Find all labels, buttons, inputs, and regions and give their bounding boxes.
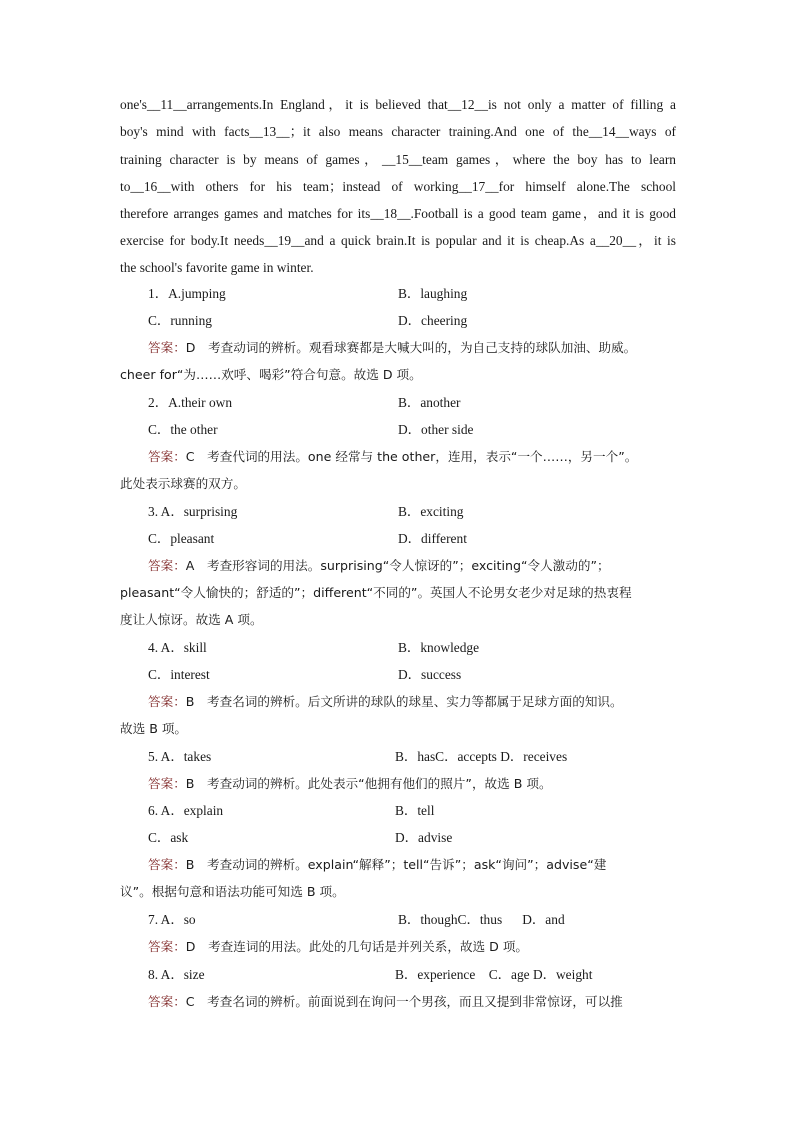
answer-line: pleasant“令人愉快的；舒适的”；different“不同的”。英国人不论男女老少对足球的热衷程 xyxy=(120,585,632,600)
option-a: 4. A．skill xyxy=(148,640,207,655)
text: training character is by means of games， xyxy=(120,152,382,167)
text: for himself alone.The school xyxy=(498,179,676,194)
answer-line xyxy=(148,448,676,466)
blank-16: __16__ xyxy=(130,179,171,194)
option-a: 3. A．surprising xyxy=(148,504,238,519)
text: ，it is xyxy=(636,233,676,248)
answer-label: 答案： xyxy=(148,776,186,791)
option-a: 1．A.jumping xyxy=(148,286,226,301)
blank-17: __17__ xyxy=(458,179,499,194)
option-d: D．different xyxy=(398,531,467,546)
answer-line xyxy=(148,775,676,793)
answer-line: 度让人惊讶。故选 A 项。 xyxy=(120,612,263,627)
answer-text: B 考查动词的辨析。此处表示“他拥有他们的照片”，故选 B 项。 xyxy=(185,776,552,791)
text: boy's mind with facts xyxy=(120,124,250,139)
answer-line: 此处表示球赛的双方。 xyxy=(120,476,246,491)
blank-20: __20__ xyxy=(595,233,637,248)
option-d: D．advise xyxy=(395,830,453,845)
answer-label: 答案： xyxy=(148,340,186,355)
answer-line xyxy=(148,993,676,1011)
option-d: D．success xyxy=(398,667,462,682)
answer-text: B 考查动词的辨析。explain“解释”；tell“告诉”；ask“询问”；advise“建 xyxy=(185,857,607,872)
text: and a quick brain.It is popular and it is cheap.As a xyxy=(304,233,596,248)
text: .Football is a good team game，and it is good xyxy=(410,206,677,221)
answer-label: 答案： xyxy=(148,694,186,709)
answer-text: B 考查名词的辨析。后文所讲的球队的球星、实力等都属于足球方面的知识。 xyxy=(185,694,623,709)
answer-line: cheer for“为……欢呼、喝彩”符合句意。故选 D 项。 xyxy=(120,367,422,382)
answer-text: A 考查形容词的用法。surprising“令人惊讶的”；exciting“令人激动的”； xyxy=(185,558,610,573)
answer-label: 答案： xyxy=(148,857,186,872)
answer-text: C 考查名词的辨析。前面说到在询问一个男孩，而且又提到非常惊讶，可以推 xyxy=(185,994,623,1009)
answer-label: 答案： xyxy=(148,558,186,573)
option-c: C．pleasant xyxy=(148,531,215,546)
text: team games，where the boy has to learn xyxy=(422,152,676,167)
option-a: 5. A．takes xyxy=(148,749,212,764)
option-a: 7. A．so xyxy=(148,912,196,927)
blank-18: __18__ xyxy=(370,206,411,221)
answer-line: 故选 B 项。 xyxy=(120,721,188,736)
text: therefore arranges games and matches for its xyxy=(120,206,371,221)
blank-13: __13__ xyxy=(249,124,290,139)
option-c: C．interest xyxy=(148,667,210,682)
text: to xyxy=(120,179,131,194)
text: with others for his team；instead of working xyxy=(170,179,459,194)
option-b: B．another xyxy=(398,395,461,410)
option-a: 2．A.their own xyxy=(148,395,233,410)
text: one's xyxy=(120,97,147,112)
option-b: B．exciting xyxy=(398,504,464,519)
text: ways of xyxy=(628,124,676,139)
options-bcd: B．thoughC．thus D．and xyxy=(398,912,565,927)
blank-15: __15__ xyxy=(382,152,423,167)
passage-line xyxy=(120,123,676,141)
option-b: B．laughing xyxy=(398,286,468,301)
option-d: D．other side xyxy=(398,422,474,437)
blank-19: __19__ xyxy=(264,233,305,248)
passage-line xyxy=(120,96,676,114)
passage-line xyxy=(120,205,676,223)
text: ；it also means character training.And one of the xyxy=(289,124,589,139)
option-a: 8. A．size xyxy=(148,967,205,982)
passage-line: the school's favorite game in winter. xyxy=(120,260,314,275)
passage-line xyxy=(120,178,676,196)
answer-label: 答案： xyxy=(148,939,186,954)
option-c: C．ask xyxy=(148,830,189,845)
passage-line xyxy=(120,151,676,169)
text: is not only a matter of filling a xyxy=(487,97,676,112)
option-b: B．tell xyxy=(395,803,435,818)
answer-line xyxy=(148,693,676,711)
blank-12: __12__ xyxy=(447,97,488,112)
answer-line xyxy=(148,938,676,956)
option-d: D．cheering xyxy=(398,313,468,328)
option-c: C．running xyxy=(148,313,212,328)
option-b: B．knowledge xyxy=(398,640,480,655)
options-bcd: B．hasC．accepts D．receives xyxy=(395,749,568,764)
text: arrangements.In England，it is believed that xyxy=(186,97,448,112)
answer-text: D 考查连词的用法。此处的几句话是并列关系，故选 D 项。 xyxy=(185,939,529,954)
answer-label: 答案： xyxy=(148,449,186,464)
passage-line xyxy=(120,232,676,250)
answer-line xyxy=(148,557,676,575)
option-c: C．the other xyxy=(148,422,218,437)
answer-label: 答案： xyxy=(148,994,186,1009)
option-a: 6. A．explain xyxy=(148,803,224,818)
text: exercise for body.It needs xyxy=(120,233,265,248)
answer-line xyxy=(148,339,676,357)
answer-text: C 考查代词的用法。one 经常与 the other，连用，表示“一个……，另一个”。 xyxy=(185,449,638,464)
options-bcd: B．experience C．age D．weight xyxy=(395,967,593,982)
answer-line: 议”。根据句意和语法功能可知选 B 项。 xyxy=(120,884,345,899)
answer-line xyxy=(148,856,676,874)
answer-text: D 考查动词的辨析。观看球赛都是大喊大叫的，为自己支持的球队加油、助威。 xyxy=(185,340,637,355)
blank-14: __14__ xyxy=(588,124,629,139)
blank-11: __11__ xyxy=(146,97,187,112)
